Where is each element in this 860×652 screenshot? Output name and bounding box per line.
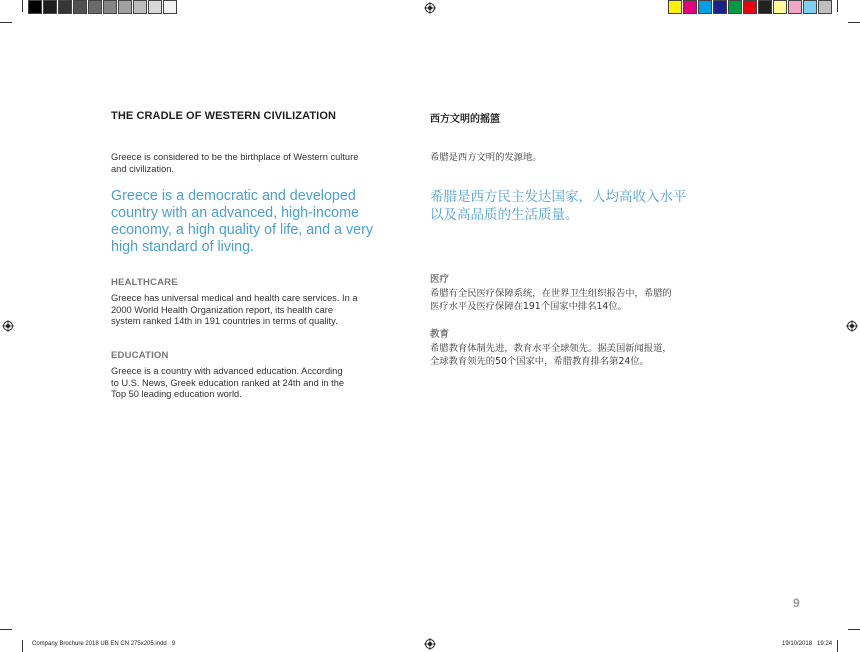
color-swatch [58, 0, 72, 14]
healthcare-body-zh: 希腊有全民医疗保障系统，在世界卫生组织报告中，希腊的医疗水平及医疗保障在191个国家中排名14位。 [430, 288, 672, 312]
crop-mark [22, 0, 23, 12]
color-swatch [148, 0, 162, 14]
color-swatch [28, 0, 42, 14]
crop-mark [22, 640, 23, 652]
lead-text-en: Greece is a democratic and developed country with an advanced, high-income economy, a high quality of life, and a very high standard of living. [111, 188, 373, 255]
color-swatch [773, 0, 787, 14]
color-swatch [163, 0, 177, 14]
crop-mark [848, 22, 860, 23]
registration-mark-icon [846, 320, 858, 332]
color-swatch [758, 0, 772, 14]
color-swatch [728, 0, 742, 14]
color-swatch [43, 0, 57, 14]
color-swatch [103, 0, 117, 14]
crop-mark [848, 629, 860, 630]
crop-mark [837, 0, 838, 12]
healthcare-heading-en: HEALTHCARE [111, 277, 178, 288]
intro-text-en: Greece is considered to be the birthplace of Western culture and civilization. [111, 152, 359, 174]
grayscale-color-bar [28, 0, 178, 14]
registration-mark-icon [424, 2, 436, 14]
education-heading-en: EDUCATION [111, 350, 169, 361]
registration-mark-icon [424, 638, 436, 650]
section-title-zh: 西方文明的摇篮 [430, 114, 500, 125]
lead-text-zh: 希腊是西方民主发达国家，人均高收入水平以及高品质的生活质量。 [430, 189, 687, 223]
healthcare-body-en: Greece has universal medical and health care services. In a 2000 World Health Organization report, its health care system ranked 14th in 191 countries in terms of quality. [111, 293, 358, 327]
process-color-bar [668, 0, 833, 14]
intro-text-zh: 希腊是西方文明的发源地。 [430, 152, 542, 163]
crop-mark [0, 629, 12, 630]
page-number: 9 [793, 596, 800, 610]
color-swatch [118, 0, 132, 14]
section-title-en: THE CRADLE OF WESTERN CIVILIZATION [111, 110, 337, 122]
color-swatch [88, 0, 102, 14]
color-swatch [683, 0, 697, 14]
color-swatch [713, 0, 727, 14]
color-swatch [818, 0, 832, 14]
crop-mark [0, 22, 12, 23]
color-swatch [133, 0, 147, 14]
color-swatch [803, 0, 817, 14]
education-body-zh: 希腊教育体制先进，教育水平全球领先。据美国新闻报道，全球教育领先的50个国家中，希腊教育排名第24位。 [430, 343, 672, 367]
color-swatch [788, 0, 802, 14]
healthcare-heading-zh: 医疗 [430, 274, 450, 285]
color-swatch [698, 0, 712, 14]
color-swatch [743, 0, 757, 14]
education-heading-zh: 教育 [430, 329, 450, 340]
registration-mark-icon [2, 320, 14, 332]
slug-file-info: Company Brochure 2018 UB EN CN 275x205.indd 9 [32, 641, 176, 647]
color-swatch [73, 0, 87, 14]
education-body-en: Greece is a country with advanced education. According to U.S. News, Greek education ranked at 24th and in the Top 50 leading education world. [111, 366, 345, 400]
crop-mark [837, 640, 838, 652]
color-swatch [668, 0, 682, 14]
slug-timestamp: 19/10/2018 19:24 [782, 641, 833, 647]
